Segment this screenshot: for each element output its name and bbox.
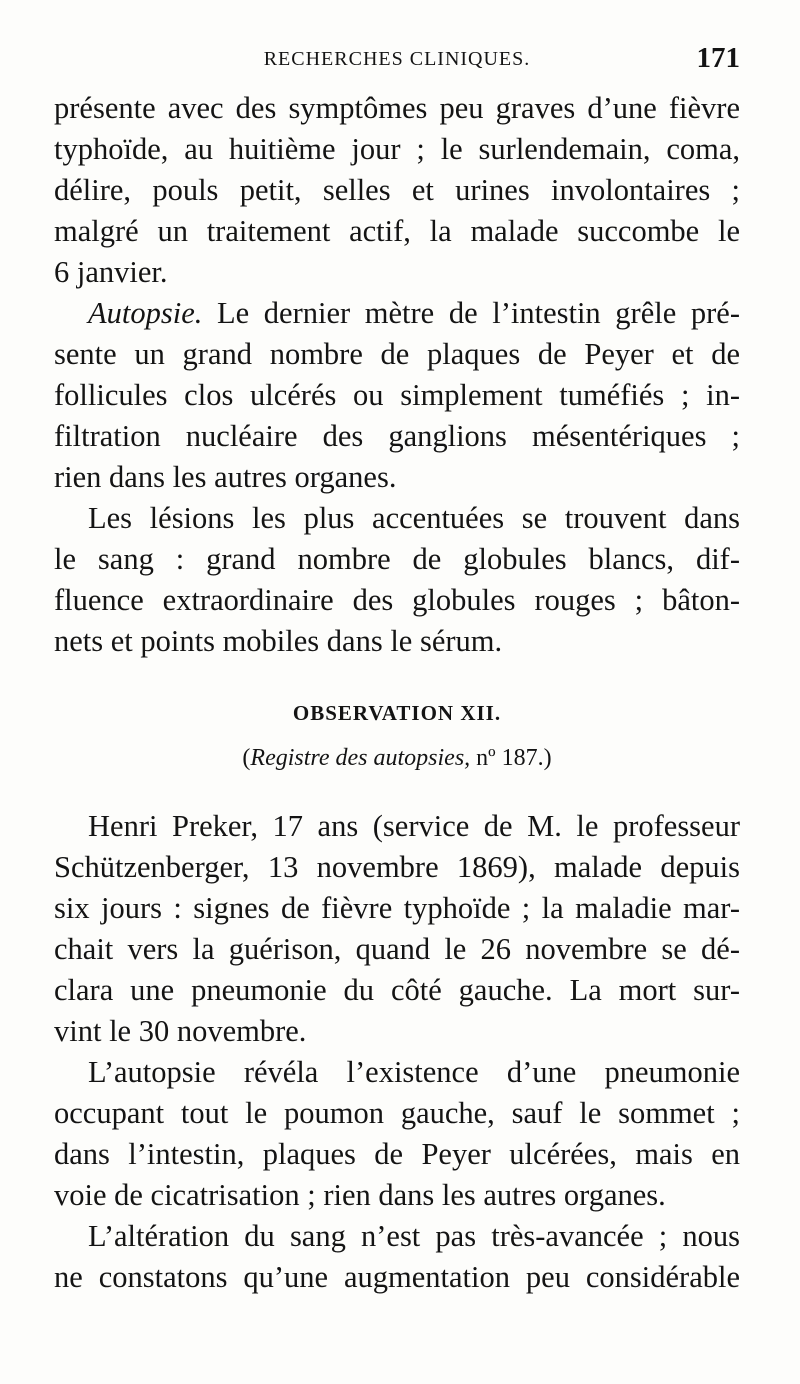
text-line: fluence extraordinaire des globules rouges ; bâton- [54, 583, 740, 617]
text-line: sente un grand nombre de plaques de Peyer et de [54, 337, 740, 371]
text-line: typhoïde, au huitième jour ; le surlendemain, coma, [54, 132, 740, 166]
observation-reference [54, 740, 740, 790]
paragraph-autopsie [54, 293, 740, 498]
text-line: chait vers la guérison, quand le 26 novembre se dé- [54, 932, 740, 966]
text-line: présente avec des symptômes peu graves d’une fièvre [54, 91, 740, 125]
text-line: follicules clos ulcérés ou simplement tuméfiés ; in- [54, 378, 740, 412]
text-line: dans l’intestin, plaques de Peyer ulcérées, mais en [54, 1137, 740, 1171]
text-line: filtration nucléaire des ganglions mésentériques ; [54, 419, 740, 453]
text-line: rien dans les autres organes. [54, 460, 397, 494]
text-line: L’altération du sang n’est pas très-avancée ; nous [88, 1219, 740, 1253]
text-line: occupant tout le poumon gauche, sauf le sommet ; [54, 1096, 740, 1130]
autopsie-lead: Autopsie. [88, 296, 203, 330]
body-text [54, 88, 740, 1298]
page-number: 171 [696, 42, 740, 74]
paragraph-continuation [54, 88, 740, 293]
text-line: clara une pneumonie du côté gauche. La mort sur- [54, 973, 740, 1007]
paragraph-case [54, 806, 740, 1052]
ref-open-paren: ( [242, 745, 251, 771]
text-line: vint le 30 novembre. [54, 1014, 307, 1048]
paragraph-autopsy-findings [54, 1052, 740, 1216]
text-line [54, 293, 740, 334]
text-line: Les lésions les plus accentuées se trouvent dans [88, 501, 740, 535]
text-line: L’autopsie révéla l’existence d’une pneumonie [88, 1055, 740, 1089]
autopsie-first-line: Le dernier mètre de l’intestin grêle pré- [202, 296, 740, 330]
text-line: voie de cicatrisation ; rien dans les autres organes. [54, 1178, 666, 1212]
text-line: Schützenberger, 13 novembre 1869), malade depuis [54, 850, 740, 884]
text-line: nets et points mobiles dans le sérum. [54, 624, 503, 658]
ref-rest: nº 187.) [470, 745, 552, 771]
text-line: 6 janvier. [54, 255, 168, 289]
text-line: Henri Preker, 17 ans (service de M. le professeur [88, 809, 740, 843]
text-line: le sang : grand nombre de globules blancs, dif- [54, 542, 740, 576]
observation-heading: OBSERVATION XII. [292, 701, 502, 725]
text-line: ne constatons qu’une augmentation peu considérable [54, 1260, 740, 1294]
running-head [54, 42, 740, 82]
paragraph-blood [54, 1216, 740, 1298]
text-line: six jours : signes de fièvre typhoïde ; la maladie mar- [54, 891, 740, 925]
running-title: RECHERCHES CLINIQUES. [263, 48, 531, 70]
paragraph-lesions [54, 498, 740, 662]
text-line: délire, pouls petit, selles et urines involontaires ; [54, 173, 740, 207]
ref-italic: Registre des autopsies, [250, 745, 471, 771]
text-line: malgré un traitement actif, la malade succombe le [54, 214, 740, 248]
